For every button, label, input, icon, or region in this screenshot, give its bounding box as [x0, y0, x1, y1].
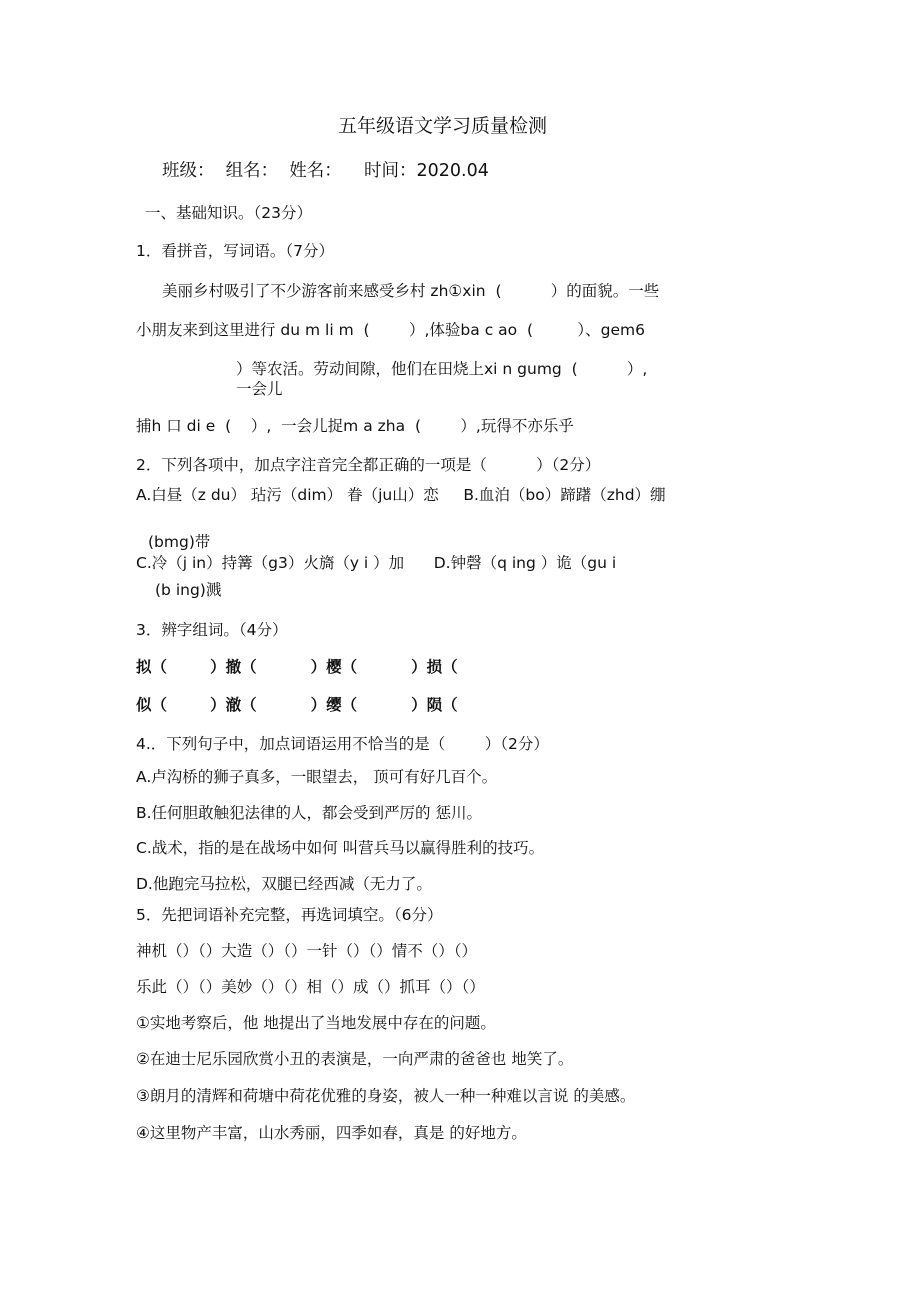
question-4-option-b: B.任何胆敢触犯法律的人，都会受到严厉的 惩川。 — [136, 804, 482, 822]
question-2-line-2: (bmg)带 — [148, 533, 211, 551]
question-4-option-c: C.战术，指的是在战场中如何 叫营兵马以赢得胜利的技巧。 — [136, 839, 545, 857]
question-5-sentence-3: ③朗月的清辉和荷塘中荷花优雅的身姿，被人一种一种难以言说 的美感。 — [136, 1087, 636, 1105]
question-4-option-d: D.他跑完马拉松，双腿已经西减（无力了。 — [136, 875, 432, 893]
question-4-prompt: 4.．下列句子中，加点词语运用不恰当的是（ ）（2分） — [136, 735, 549, 753]
question-2-line-4: (b ing)溅 — [155, 581, 222, 599]
question-3-row-2: 似（ ）澈（ ）缨（ ）陨（ — [136, 696, 458, 714]
question-3-prompt: 3．辨字组词。（4分） — [136, 621, 288, 639]
question-5-sentence-2: ②在迪士尼乐园欣赏小丑的表演是，一向严肃的爸爸也 地笑了。 — [136, 1050, 574, 1068]
question-2-prompt: 2．下列各项中，加点字注音完全都正确的一项是（ ）（2分） — [136, 456, 601, 474]
question-5-words-2: 乐此（）（）美妙（）（）相（）成（）抓耳（）（） — [136, 978, 485, 996]
question-1-line-1: 美丽乡村吸引了不少游客前来感受乡村 zh①xin ( ）的面貌。一些 — [162, 282, 660, 300]
question-5-sentence-4: ④这里物产丰富，山水秀丽，四季如春，真是 的好地方。 — [136, 1124, 527, 1142]
question-4-option-a: A.卢沟桥的狮子真多，一眼望去， 顶可有好几百个。 — [136, 768, 498, 786]
student-info-line: 班级： 组名： 姓名： 时间：2020.04 — [162, 161, 489, 181]
question-1-line-5: 捕h 口 di e ( ）, 一会儿捉m a zha ( ）,玩得不亦乐乎 — [136, 417, 574, 435]
section-heading: 一、基础知识。（23分） — [145, 204, 312, 222]
question-5-words-1: 神机（）（）大造（）（）一针（）（）情不（）（） — [136, 942, 478, 960]
question-3-row-1: 拟（ ）撤（ ）樱（ ）损（ — [136, 658, 458, 676]
page-title: 五年级语文学习质量检测 — [338, 115, 548, 137]
question-5-prompt: 5．先把词语补充完整，再选词填空。（6分） — [136, 906, 443, 924]
question-2-line-3: C.冷（j in）持篝（g3）火旖（y i ）加 D.钟磬（q ing ）诡（gu i — [136, 554, 617, 572]
question-5-sentence-1: ①实地考察后，他 地提出了当地发展中存在的问题。 — [136, 1014, 496, 1032]
question-2-line-1: A.白昼（z du） 玷污（dim） 眷（ju山）恋 B.血泊（bo）蹄躇（zhd）绷 — [136, 486, 666, 504]
question-1-line-4: 一会儿 — [236, 380, 283, 398]
question-1-line-3: ）等农活。劳动间隙，他们在田烧上xi n gumg ( ）, — [236, 360, 648, 378]
question-1-line-2: 小朋友来到这里进行 du m li m ( ）,体验ba c ao ( ）、gem6 — [136, 321, 645, 339]
question-1-prompt: 1．看拼音，写词语。（7分） — [136, 242, 334, 260]
